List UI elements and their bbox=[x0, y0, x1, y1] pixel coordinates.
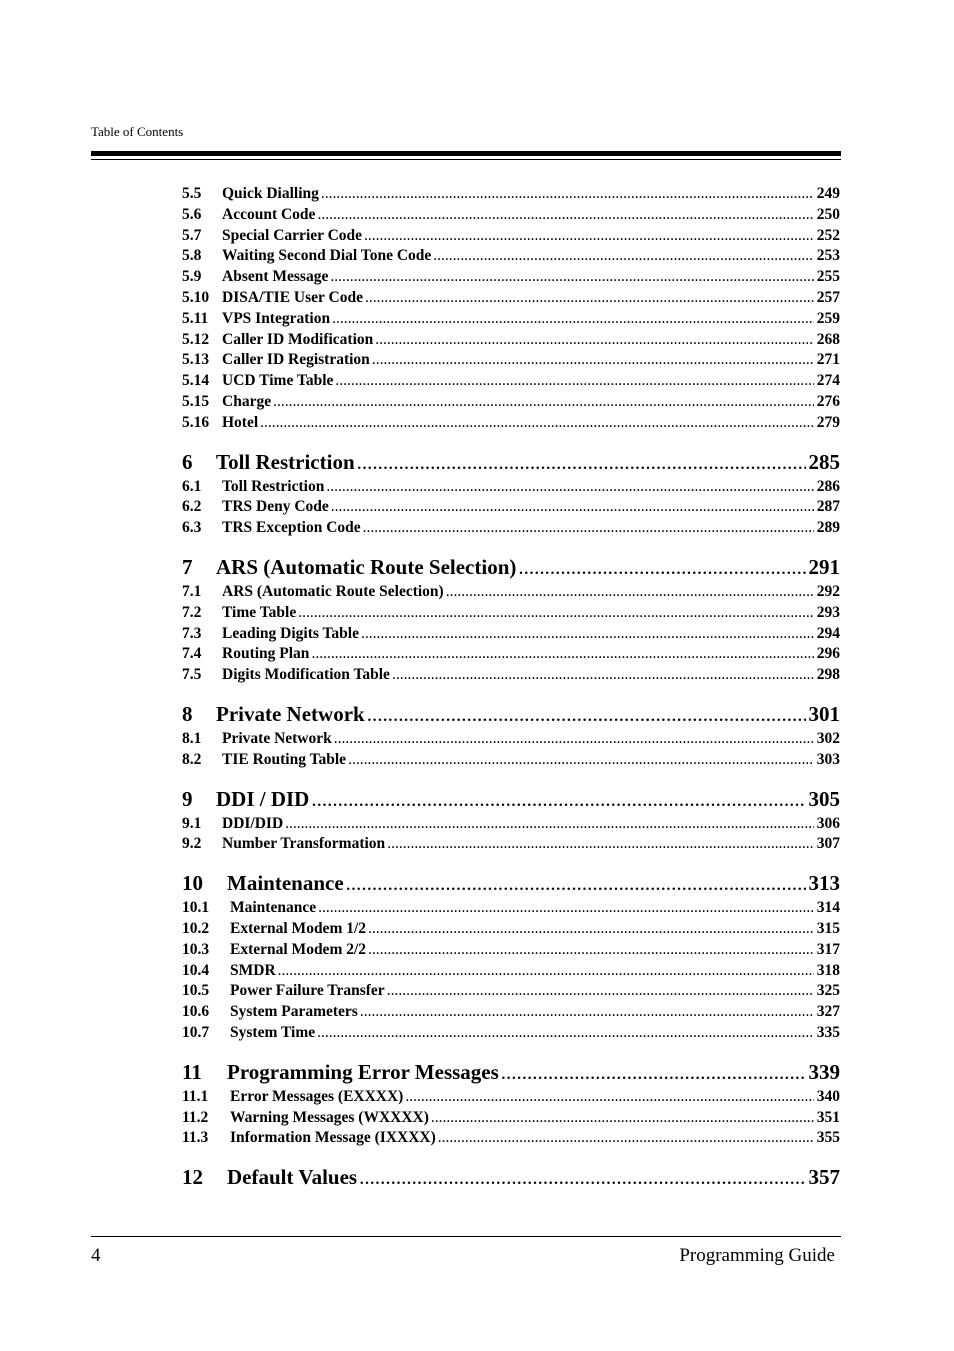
dot-leader bbox=[311, 784, 805, 814]
dot-leader bbox=[326, 477, 813, 498]
toc-title: Leading Digits Table bbox=[222, 624, 359, 642]
toc-title: Toll Restriction bbox=[222, 477, 325, 495]
toc-number: 10.1 bbox=[182, 899, 210, 917]
toc-title: ARS (Automatic Route Selection) bbox=[216, 554, 517, 579]
toc-page-number: 301 bbox=[808, 701, 840, 726]
toc-page-number: 351 bbox=[816, 1108, 840, 1126]
toc-page-number: 253 bbox=[816, 247, 840, 265]
toc-section-entry[interactable] bbox=[182, 919, 840, 940]
toc-number: 5.12 bbox=[182, 330, 210, 348]
toc-title: TRS Deny Code bbox=[222, 498, 329, 516]
toc-title: Caller ID Modification bbox=[222, 330, 374, 348]
dot-leader bbox=[364, 226, 814, 247]
toc-number: 10.3 bbox=[182, 940, 210, 958]
toc-page-number: 318 bbox=[816, 961, 840, 979]
toc-page-number: 315 bbox=[816, 919, 840, 937]
table-of-contents bbox=[182, 184, 840, 1192]
toc-title: Account Code bbox=[222, 205, 316, 223]
toc-page-number: 357 bbox=[808, 1165, 840, 1190]
toc-number: 8 bbox=[182, 701, 193, 726]
toc-page-number: 291 bbox=[808, 554, 840, 579]
toc-title: Absent Message bbox=[222, 268, 329, 286]
toc-number: 5.13 bbox=[182, 351, 210, 369]
toc-section-entry[interactable] bbox=[182, 644, 840, 665]
toc-title: Warning Messages (WXXXX) bbox=[230, 1108, 429, 1126]
toc-page-number: 257 bbox=[816, 288, 840, 306]
toc-page-number: 255 bbox=[816, 268, 840, 286]
toc-number: 5.6 bbox=[182, 205, 202, 223]
dot-leader bbox=[368, 919, 814, 940]
toc-title: SMDR bbox=[230, 961, 276, 979]
dot-leader bbox=[446, 582, 814, 603]
toc-number: 10.5 bbox=[182, 982, 210, 1000]
toc-page-number: 339 bbox=[808, 1059, 840, 1084]
dot-leader bbox=[501, 1057, 806, 1087]
toc-section-entry[interactable] bbox=[182, 413, 840, 434]
footer-rule bbox=[91, 1236, 841, 1237]
dot-leader bbox=[318, 898, 814, 919]
dot-leader bbox=[331, 497, 814, 518]
toc-number: 10.4 bbox=[182, 961, 210, 979]
toc-title: TIE Routing Table bbox=[222, 750, 347, 768]
dot-leader bbox=[346, 868, 806, 898]
toc-page-number: 279 bbox=[816, 413, 840, 431]
toc-page-number: 307 bbox=[816, 835, 840, 853]
dot-leader bbox=[317, 205, 813, 226]
toc-page-number: 335 bbox=[816, 1023, 840, 1041]
toc-section-entry[interactable] bbox=[182, 477, 840, 498]
toc-number: 12 bbox=[182, 1165, 203, 1190]
toc-title: Hotel bbox=[222, 413, 259, 431]
toc-section-entry[interactable] bbox=[182, 371, 840, 392]
toc-number: 5.14 bbox=[182, 372, 210, 390]
toc-chapter-entry[interactable] bbox=[182, 784, 840, 814]
toc-section-entry[interactable] bbox=[182, 497, 840, 518]
toc-number: 5.9 bbox=[182, 268, 202, 286]
toc-page-number: 249 bbox=[816, 185, 840, 202]
toc-section-entry[interactable] bbox=[182, 1128, 840, 1149]
dot-leader bbox=[334, 729, 814, 750]
dot-leader bbox=[298, 603, 814, 624]
toc-number: 5.15 bbox=[182, 392, 210, 410]
toc-number: 8.2 bbox=[182, 750, 202, 768]
toc-section-entry[interactable] bbox=[182, 1023, 840, 1044]
header-rule-thick bbox=[91, 151, 841, 156]
toc-title: External Modem 1/2 bbox=[230, 919, 367, 937]
dot-leader bbox=[375, 330, 813, 351]
toc-section-entry[interactable] bbox=[182, 814, 840, 835]
dot-leader bbox=[360, 1002, 814, 1023]
toc-chapter-entry[interactable] bbox=[182, 1057, 840, 1087]
dot-leader bbox=[438, 1128, 814, 1149]
toc-page-number: 298 bbox=[816, 666, 840, 684]
toc-title: ARS (Automatic Route Selection) bbox=[222, 582, 444, 600]
toc-title: Waiting Second Dial Tone Code bbox=[222, 247, 432, 265]
toc-number: 5.5 bbox=[182, 185, 202, 202]
toc-page-number: 296 bbox=[816, 645, 840, 663]
toc-section-entry[interactable] bbox=[182, 750, 840, 771]
toc-title: Toll Restriction bbox=[216, 449, 355, 474]
toc-section-entry[interactable] bbox=[182, 330, 840, 351]
toc-page-number: 317 bbox=[816, 940, 840, 958]
toc-title: Maintenance bbox=[230, 899, 317, 917]
toc-page-number: 285 bbox=[808, 449, 840, 474]
dot-leader bbox=[348, 750, 814, 771]
header-rule-thin bbox=[91, 159, 841, 160]
toc-title: DDI/DID bbox=[222, 814, 284, 832]
dot-leader bbox=[405, 1087, 813, 1108]
dot-leader bbox=[330, 267, 813, 288]
running-header: Table of Contents bbox=[91, 124, 184, 139]
toc-number: 7.1 bbox=[182, 582, 202, 600]
toc-title: Power Failure Transfer bbox=[230, 982, 385, 1000]
toc-section-entry[interactable] bbox=[182, 246, 840, 267]
toc-chapter-entry[interactable] bbox=[182, 552, 840, 582]
toc-title: Quick Dialling bbox=[222, 185, 319, 202]
toc-section-entry[interactable] bbox=[182, 1108, 840, 1129]
toc-page-number: 287 bbox=[816, 498, 840, 516]
toc-number: 11.2 bbox=[182, 1108, 209, 1126]
toc-page-number: 293 bbox=[816, 603, 840, 621]
toc-section-entry[interactable] bbox=[182, 961, 840, 982]
toc-number: 7.2 bbox=[182, 603, 202, 621]
dot-leader bbox=[387, 834, 814, 855]
toc-title: UCD Time Table bbox=[222, 372, 334, 390]
toc-number: 9 bbox=[182, 786, 193, 811]
toc-chapter-entry[interactable] bbox=[182, 699, 840, 729]
toc-number: 7.5 bbox=[182, 666, 202, 684]
toc-page-number: 305 bbox=[808, 786, 840, 811]
footer-page-number: 4 bbox=[91, 1245, 101, 1266]
dot-leader bbox=[357, 447, 806, 477]
toc-page-number: 271 bbox=[816, 351, 840, 369]
toc-page-number: 294 bbox=[816, 624, 840, 642]
toc-number: 9.1 bbox=[182, 814, 202, 832]
toc-title: Routing Plan bbox=[222, 645, 310, 663]
toc-title: TRS Exception Code bbox=[222, 519, 361, 537]
toc-section-entry[interactable] bbox=[182, 267, 840, 288]
toc-number: 10 bbox=[182, 871, 203, 896]
toc-section-entry[interactable] bbox=[182, 1002, 840, 1023]
dot-leader bbox=[311, 644, 813, 665]
toc-title: Special Carrier Code bbox=[222, 226, 363, 244]
toc-page-number: 303 bbox=[816, 750, 840, 768]
dot-leader bbox=[361, 624, 814, 645]
dot-leader bbox=[273, 392, 814, 413]
dot-leader bbox=[367, 699, 806, 729]
toc-title: System Time bbox=[230, 1023, 316, 1041]
dot-leader bbox=[431, 1108, 814, 1129]
toc-page-number: 259 bbox=[816, 309, 840, 327]
toc-number: 6.1 bbox=[182, 477, 202, 495]
toc-section-entry[interactable] bbox=[182, 184, 840, 205]
footer-book-title: Programming Guide bbox=[679, 1245, 835, 1266]
toc-page-number: 252 bbox=[816, 226, 840, 244]
toc-title: Caller ID Registration bbox=[222, 351, 370, 369]
toc-title: Information Message (IXXXX) bbox=[230, 1129, 436, 1147]
toc-title: Programming Error Messages bbox=[227, 1059, 499, 1084]
toc-section-entry[interactable] bbox=[182, 226, 840, 247]
dot-leader bbox=[392, 665, 814, 686]
toc-section-entry[interactable] bbox=[182, 981, 840, 1002]
toc-page-number: 314 bbox=[816, 899, 840, 917]
toc-section-entry[interactable] bbox=[182, 603, 840, 624]
dot-leader bbox=[335, 371, 813, 392]
toc-title: Time Table bbox=[222, 603, 297, 621]
toc-number: 10.2 bbox=[182, 919, 210, 937]
toc-title: Default Values bbox=[227, 1165, 358, 1190]
toc-title: Error Messages (EXXXX) bbox=[230, 1087, 404, 1105]
toc-title: External Modem 2/2 bbox=[230, 940, 367, 958]
toc-page-number: 268 bbox=[816, 330, 840, 348]
toc-title: DDI / DID bbox=[216, 786, 310, 811]
toc-page-number: 286 bbox=[816, 477, 840, 495]
toc-title: VPS Integration bbox=[222, 309, 331, 327]
toc-title: Private Network bbox=[216, 701, 365, 726]
toc-section-entry[interactable] bbox=[182, 350, 840, 371]
toc-section-entry[interactable] bbox=[182, 834, 840, 855]
dot-leader bbox=[387, 981, 814, 1002]
toc-number: 5.10 bbox=[182, 288, 210, 306]
toc-number: 8.1 bbox=[182, 729, 202, 747]
toc-title: Charge bbox=[222, 392, 272, 410]
dot-leader bbox=[260, 413, 814, 434]
toc-title: Digits Modification Table bbox=[222, 666, 390, 684]
toc-page-number: 327 bbox=[816, 1003, 840, 1021]
toc-page-number: 340 bbox=[816, 1087, 840, 1105]
toc-number: 7.4 bbox=[182, 645, 202, 663]
toc-title: Maintenance bbox=[227, 871, 344, 896]
toc-title: System Parameters bbox=[230, 1003, 358, 1021]
dot-leader bbox=[518, 552, 805, 582]
toc-page-number: 355 bbox=[816, 1129, 840, 1147]
toc-number: 5.11 bbox=[182, 309, 209, 327]
toc-title: Number Transformation bbox=[222, 835, 386, 853]
toc-section-entry[interactable] bbox=[182, 940, 840, 961]
toc-chapter-entry[interactable] bbox=[182, 447, 840, 477]
toc-section-entry[interactable] bbox=[182, 392, 840, 413]
dot-leader bbox=[359, 1162, 805, 1192]
toc-title: DISA/TIE User Code bbox=[222, 288, 363, 306]
toc-number: 6.3 bbox=[182, 519, 202, 537]
toc-number: 10.6 bbox=[182, 1003, 210, 1021]
dot-leader bbox=[278, 961, 814, 982]
toc-number: 6.2 bbox=[182, 498, 202, 516]
dot-leader bbox=[365, 288, 814, 309]
toc-page-number: 302 bbox=[816, 729, 840, 747]
toc-title: Private Network bbox=[222, 729, 332, 747]
dot-leader bbox=[368, 940, 814, 961]
toc-number: 11 bbox=[182, 1059, 202, 1084]
toc-page-number: 276 bbox=[816, 392, 840, 410]
toc-section-entry[interactable] bbox=[182, 288, 840, 309]
toc-section-entry[interactable] bbox=[182, 309, 840, 330]
toc-page-number: 250 bbox=[816, 205, 840, 223]
toc-page-number: 325 bbox=[816, 982, 840, 1000]
dot-leader bbox=[285, 814, 814, 835]
toc-section-entry[interactable] bbox=[182, 205, 840, 226]
toc-section-entry[interactable] bbox=[182, 582, 840, 603]
toc-section-entry[interactable] bbox=[182, 898, 840, 919]
toc-page-number: 313 bbox=[808, 871, 840, 896]
toc-page-number: 306 bbox=[816, 814, 840, 832]
dot-leader bbox=[321, 184, 814, 205]
toc-number: 6 bbox=[182, 449, 193, 474]
toc-number: 11.3 bbox=[182, 1129, 209, 1147]
toc-number: 11.1 bbox=[182, 1087, 209, 1105]
toc-number: 5.8 bbox=[182, 247, 202, 265]
toc-page-number: 289 bbox=[816, 519, 840, 537]
toc-number: 10.7 bbox=[182, 1023, 210, 1041]
dot-leader bbox=[363, 518, 814, 539]
toc-page-number: 274 bbox=[816, 372, 840, 390]
toc-page-number: 292 bbox=[816, 582, 840, 600]
toc-number: 9.2 bbox=[182, 835, 202, 853]
dot-leader bbox=[372, 350, 814, 371]
toc-section-entry[interactable] bbox=[182, 665, 840, 686]
toc-number: 5.16 bbox=[182, 413, 210, 431]
toc-number: 5.7 bbox=[182, 226, 202, 244]
toc-section-entry[interactable] bbox=[182, 518, 840, 539]
dot-leader bbox=[332, 309, 814, 330]
toc-chapter-entry[interactable] bbox=[182, 1162, 840, 1192]
toc-number: 7.3 bbox=[182, 624, 202, 642]
toc-section-entry[interactable] bbox=[182, 1087, 840, 1108]
toc-section-entry[interactable] bbox=[182, 729, 840, 750]
toc-section-entry[interactable] bbox=[182, 624, 840, 645]
toc-chapter-entry[interactable] bbox=[182, 868, 840, 898]
dot-leader bbox=[317, 1023, 814, 1044]
toc-number: 7 bbox=[182, 554, 193, 579]
dot-leader bbox=[433, 246, 813, 267]
